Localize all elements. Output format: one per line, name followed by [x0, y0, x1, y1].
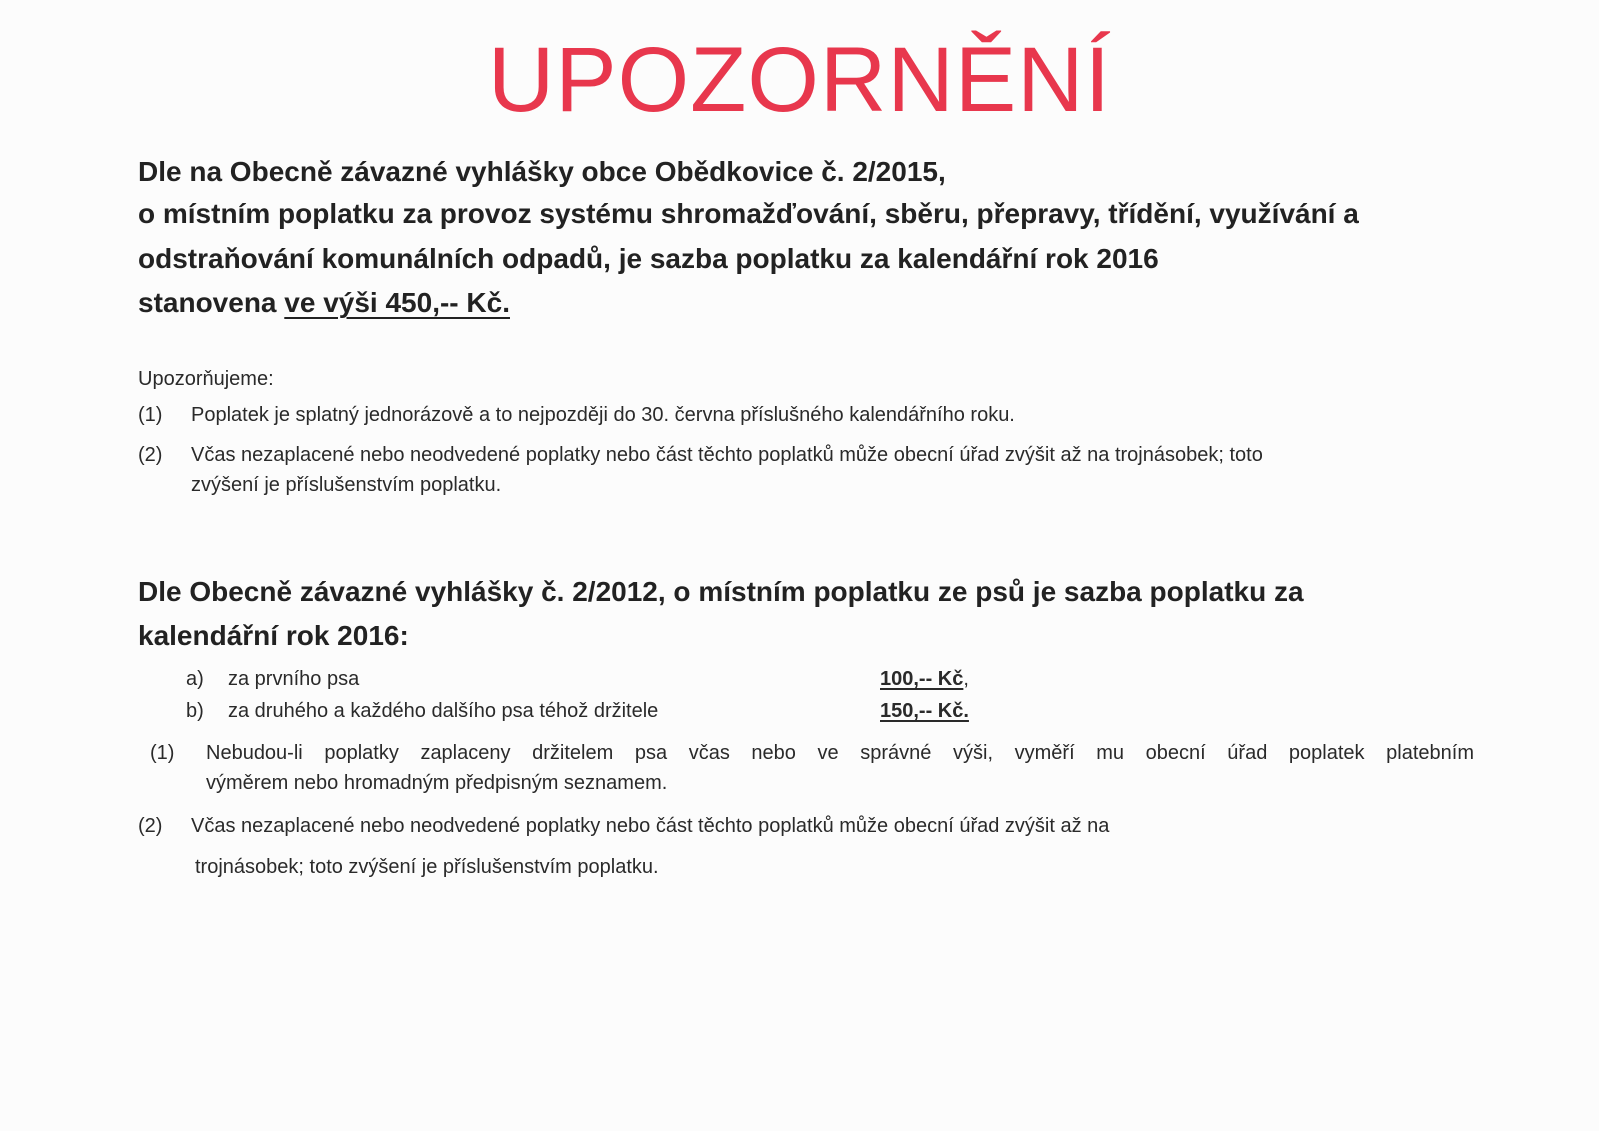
dog-item-2-text-line-2: trojnásobek; toto zvýšení je příslušenstvím poplatku.: [195, 856, 659, 878]
rate-a-value: [880, 668, 969, 691]
rate-a-amount: 100,-- Kč: [880, 668, 964, 690]
waste-fee-line-4: [138, 287, 510, 319]
notice-item-1-text: Poplatek je splatný jednorázově a to nejpozději do 30. června příslušného kalendářního roku.: [191, 404, 1015, 426]
rate-a-label: za prvního psa: [228, 668, 360, 690]
waste-fee-line-4-prefix: stanovena: [138, 287, 285, 318]
waste-fee-line-3: odstraňování komunálních odpadů, je sazba poplatku za kalendářní rok 2016: [138, 243, 1159, 274]
rate-b-value: [880, 700, 969, 723]
rate-a-suffix: ,: [963, 668, 969, 690]
rate-b-letter: b): [186, 700, 204, 722]
notice-item-2-text-line-1: Včas nezaplacené nebo neodvedené poplatky nebo část těchto poplatků může obecní úřad zvýšit až na trojnásobek; toto: [191, 444, 1263, 466]
waste-fee-amount: ve výši 450,-- Kč.: [284, 287, 510, 318]
dog-item-2-text-line-1: Včas nezaplacené nebo neodvedené poplatky nebo část těchto poplatků může obecní úřad zvýšit až na: [191, 815, 1110, 837]
rate-b-amount: 150,-- Kč.: [880, 700, 969, 722]
dog-fee-line-1: Dle Obecně závazné vyhlášky č. 2/2012, o místním poplatku ze psů je sazba poplatku za: [138, 576, 1304, 607]
page-title: UPOZORNĚNÍ: [487, 29, 1112, 131]
dog-fee-line-2: kalendářní rok 2016:: [138, 620, 409, 651]
waste-fee-line-2: o místním poplatku za provoz systému shromažďování, sběru, přepravy, třídění, využívání a: [138, 198, 1359, 229]
notice-heading: Upozorňujeme:: [138, 368, 274, 390]
rate-b-label: za druhého a každého dalšího psa téhož držitele: [228, 700, 659, 722]
waste-fee-line-1: Dle na Obecně závazné vyhlášky obce Obědkovice č. 2/2015,: [138, 156, 946, 187]
notice-item-1-number: (1): [138, 404, 163, 426]
dog-item-1-number: (1): [150, 742, 175, 764]
dog-item-2-number: (2): [138, 815, 163, 837]
dog-item-1-text-line-1: Nebudou-li poplatky zaplaceny držitelem psa včas nebo ve správné výši, vyměří mu obecní úřad poplatek platebním: [206, 742, 1474, 764]
notice-item-2-number: (2): [138, 444, 163, 466]
notice-item-2-text-line-2: zvýšení je příslušenstvím poplatku.: [191, 474, 502, 496]
dog-item-1-text-line-2: výměrem nebo hromadným předpisným seznamem.: [206, 772, 668, 794]
rate-a-letter: a): [186, 668, 204, 690]
